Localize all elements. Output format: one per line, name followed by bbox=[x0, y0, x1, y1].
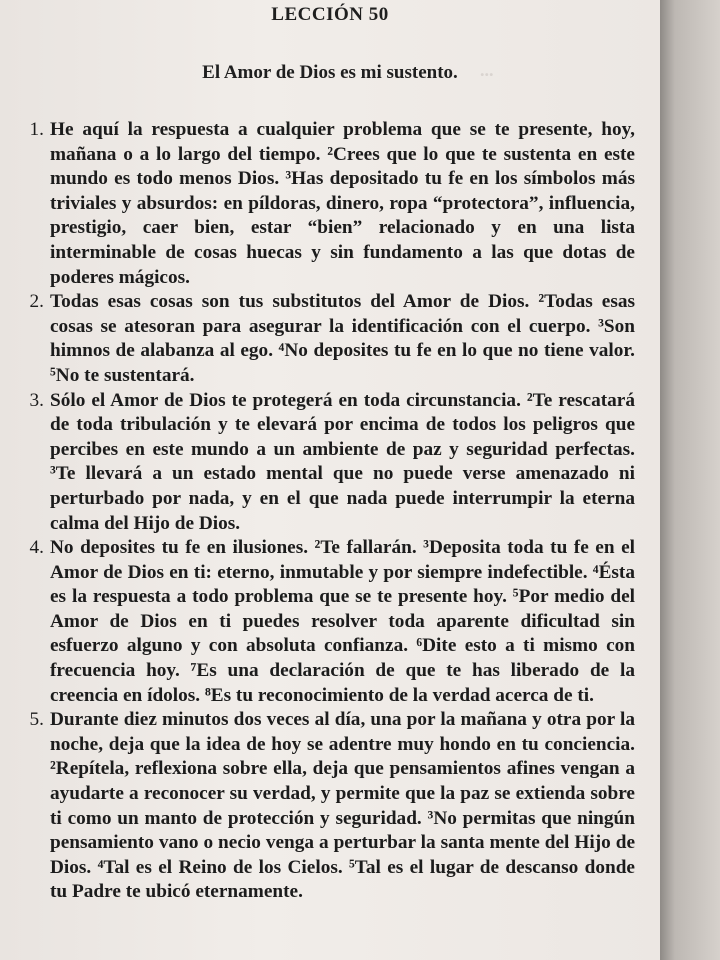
paragraph-text: He aquí la respuesta a cualquier problema que se te presente, hoy, mañana o a lo largo del tiempo. ²Crees que lo que te sustenta en este mundo es todo menos Dios. ³Has depositado tu fe en los símbolos más triviales y absurdos: en píldoras, dinero, ropa “protectora”, influencia, prestigio, caer bien, estar “bien” relacionado y en una lista interminable de cosas huecas y sin fundamento a las que dotas de poderes mágicos. bbox=[50, 119, 635, 288]
paragraph-text: Todas esas cosas son tus substitutos del Amor de Dios. ²Todas esas cosas se atesoran para asegurar la identificación con el cuerpo. ³Son himnos de alabanza al ego. ⁴No deposites tu fe en lo que no tiene valor. ⁵No te sustentará. bbox=[50, 291, 635, 386]
paragraph-text: Sólo el Amor de Dios te protegerá en toda circunstancia. ²Te rescatará de toda tribulación y te elevará por encima de todos los peligros que percibes en este mundo a un ambiente de paz y seguridad perfectas. ³Te llevará a un estado mental que no puede verse amenazado ni perturbado por nada, y en el que nada puede interrumpir la eterna calma del Hijo de Dios. bbox=[50, 389, 635, 534]
paragraph-text: No deposites tu fe en ilusiones. ²Te fallarán. ³Deposita toda tu fe en el Amor de Dios en ti: eterno, inmutable y por siempre indefectible. ⁴Ésta es la respuesta a todo problema que se te presente hoy. ⁵Por medio del Amor de Dios en ti puedes resolver toda aparente dificultad sin esfuerzo alguno y con absoluta confianza. ⁶Dite esto a ti mismo con frecuencia hoy. ⁷Es una declaración de que te has liberado de la creencia en ídolos. ⁸Es tu reconocimiento de la verdad acerca de ti. bbox=[50, 537, 635, 706]
paragraph-3 bbox=[29, 389, 635, 537]
bleed-through-text: ... bbox=[480, 60, 494, 80]
facing-page-edge bbox=[660, 0, 720, 960]
paragraph-number: 5. bbox=[29, 709, 44, 731]
paragraph-1 bbox=[29, 118, 635, 290]
paragraph-number: 2. bbox=[29, 291, 44, 313]
paragraph-2 bbox=[29, 290, 635, 388]
paragraph-text: Durante diez minutos dos veces al día, una por la mañana y otra por la noche, deja que la idea de hoy se adentre muy hondo en tu conciencia. ²Repítela, reflexiona sobre ella, deja que pensamientos afines vengan a ayudarte a reconocer su verdad, y permite que la paz se extienda sobre ti como un manto de protección y seguridad. ³No permitas que ningún pensamiento vano o necio venga a perturbar la santa mente del Hijo de Dios. ⁴Tal es el Reino de los Cielos. ⁵Tal es el lugar de descanso donde tu Padre te ubicó eternamente. bbox=[50, 709, 635, 903]
paragraph-number: 3. bbox=[29, 389, 44, 411]
lesson-title: LECCIÓN 50 bbox=[271, 4, 389, 25]
paragraph-4 bbox=[29, 536, 635, 708]
paragraph-5 bbox=[29, 708, 635, 905]
paragraph-number: 1. bbox=[29, 119, 44, 140]
lesson-subtitle: El Amor de Dios es mi sustento. bbox=[202, 62, 458, 83]
lesson-body bbox=[29, 118, 635, 905]
paragraph-number: 4. bbox=[29, 537, 44, 559]
